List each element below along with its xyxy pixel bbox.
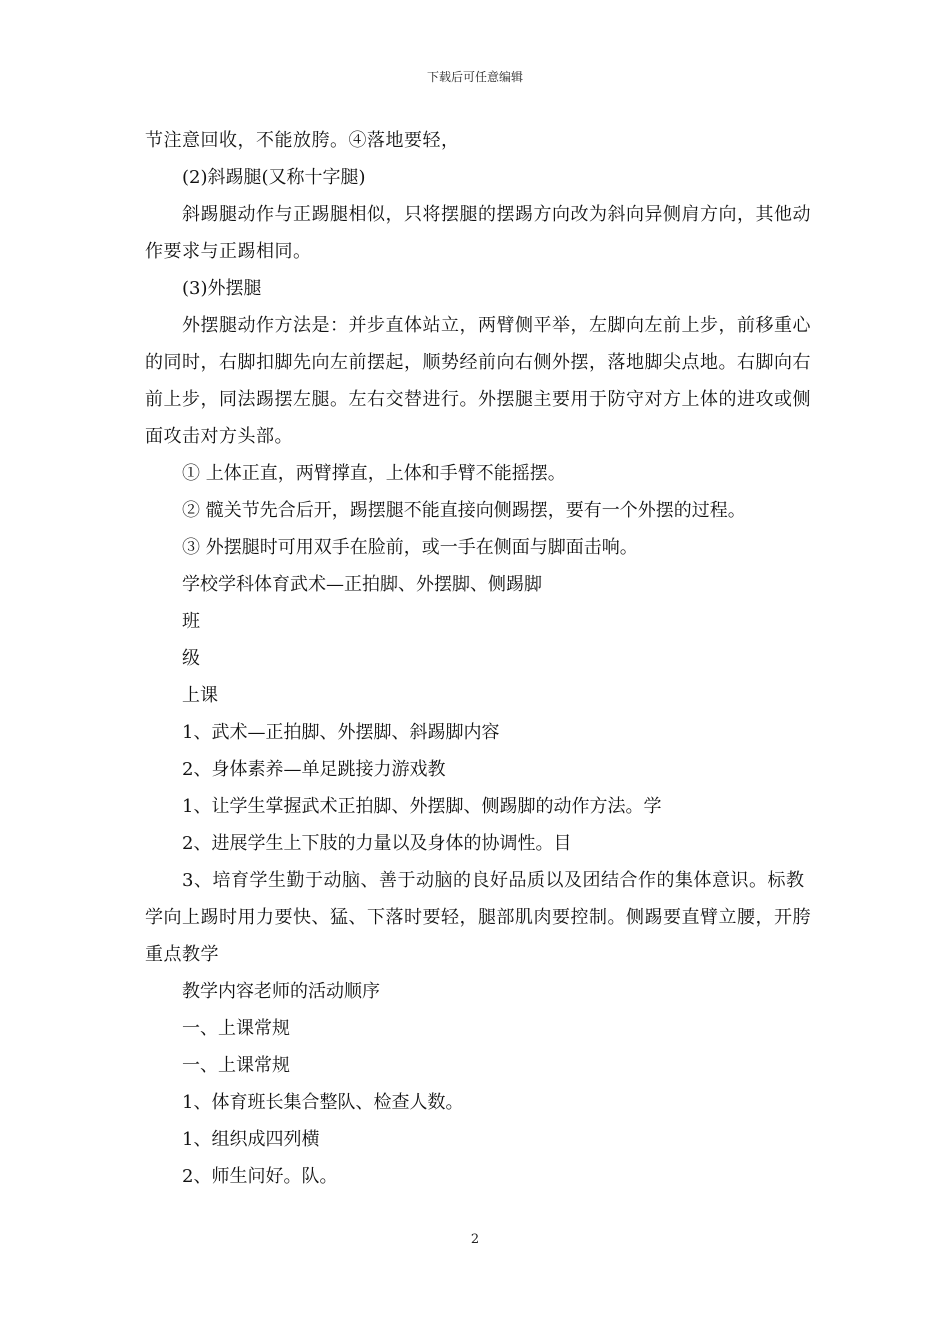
lesson-title: 学校学科体育武术—正拍脚、外摆脚、侧踢脚 — [182, 574, 542, 595]
paragraph: 外摆腿动作方法是：并步直体站立，两臂侧平举，左脚向左前上步，前移重心的同时，右脚扣脚先向左前摆起，顺势经前向右侧外摆，落地脚尖点地。右脚向右前上步，同法踢摆左腿。左右交替进行。外摆腿主要用于防守对方上体的进攻或侧面攻击对方头部。 — [145, 315, 811, 447]
paragraph: 上课 — [182, 685, 218, 706]
section-heading: (2)斜踢腿(又称十字腿) — [182, 167, 366, 188]
list-item: 1、让学生掌握武术正拍脚、外摆脚、侧踢脚的动作方法。学 — [182, 796, 662, 817]
list-item: ① 上体正直，两臂撑直，上体和手臂不能摇摆。 — [182, 463, 566, 484]
paragraph: 级 — [182, 648, 200, 669]
page-header: 下载后可任意编辑 — [426, 70, 523, 84]
list-item: ② 髋关节先合后开，踢摆腿不能直接向侧踢摆，要有一个外摆的过程。 — [182, 500, 746, 521]
list-item: 2、身体素养—单足跳接力游戏教 — [182, 759, 446, 780]
paragraph: 教学内容老师的活动顺序 — [182, 981, 380, 1002]
document-body — [145, 122, 815, 1195]
list-item: 1、组织成四列横 — [182, 1129, 320, 1150]
list-item: 2、进展学生上下肢的力量以及身体的协调性。目 — [182, 833, 572, 854]
paragraph: 斜踢腿动作与正踢腿相似，只将摆腿的摆踢方向改为斜向异侧肩方向，其他动作要求与正踢相同。 — [145, 204, 811, 262]
list-item: 1、体育班长集合整队、检查人数。 — [182, 1092, 464, 1113]
list-item: 一、上课常规 — [182, 1055, 290, 1076]
paragraph: 节注意回收，不能放胯。④落地要轻， — [145, 130, 460, 151]
page-number: 2 — [470, 1232, 480, 1247]
paragraph: 3、培育学生勤于动脑、善于动脑的良好品质以及团结合作的集体意识。标教学向上踢时用力要快、猛、下落时要轻，腿部肌肉要控制。侧踢要直臂立腰，开胯重点教学 — [145, 870, 811, 965]
list-item: 1、武术—正拍脚、外摆脚、斜踢脚内容 — [182, 722, 500, 743]
list-item: 2、师生问好。队。 — [182, 1166, 338, 1187]
list-item: ③ 外摆腿时可用双手在脸前，或一手在侧面与脚面击响。 — [182, 537, 638, 558]
list-item: 一、上课常规 — [182, 1018, 290, 1039]
section-heading: (3)外摆腿 — [182, 278, 262, 299]
paragraph: 班 — [182, 611, 200, 632]
